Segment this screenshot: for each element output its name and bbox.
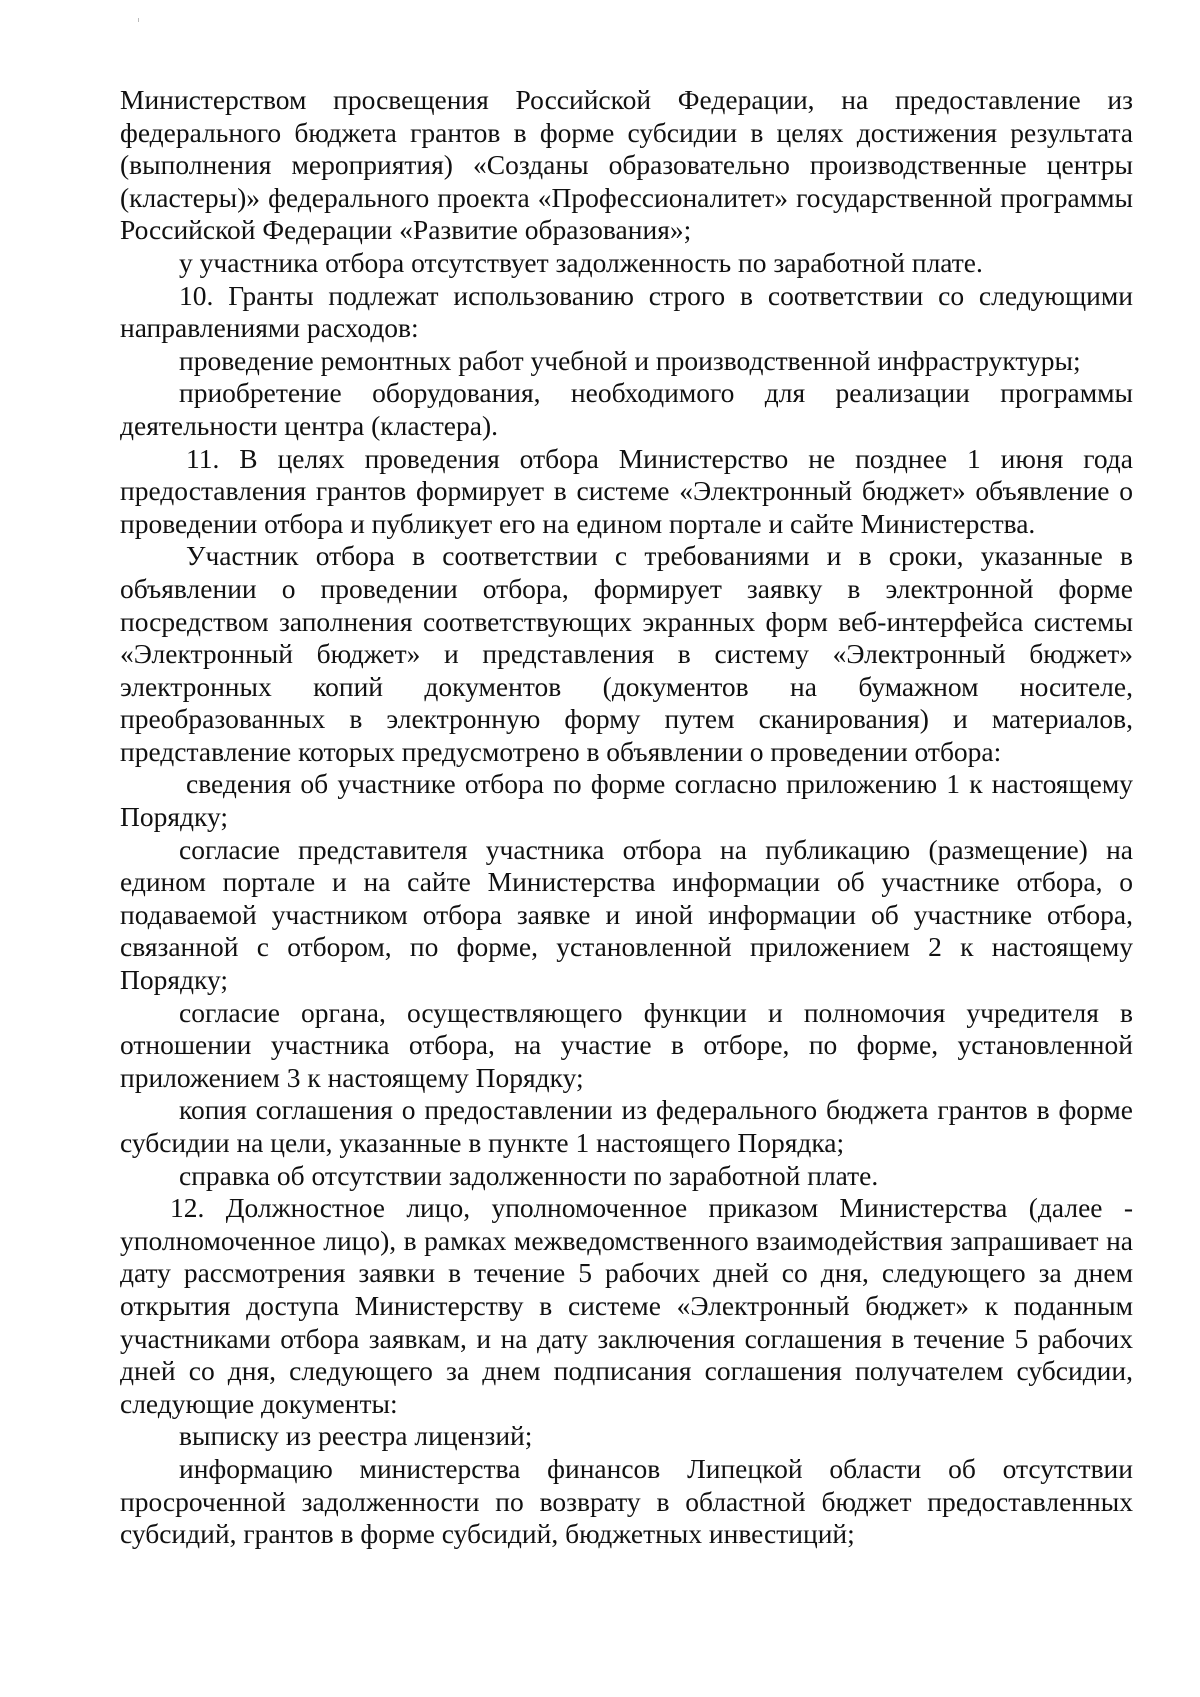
paragraph-wage-certificate: справка об отсутствии задолженности по заработной плате. [179, 1159, 879, 1191]
paragraph-equipment: приобретение оборудования, необходимого для реализации программы деятельности центра (кластера). [120, 377, 1133, 441]
paragraph-consent-publication: согласие представителя участника отбора на публикацию (размещение) на едином портале и на сайте Министерства информации об участнике отбора, о подаваемой участником отбора заявке и иной информации об участнике отбора, связанной с отбором, по форме, установленной приложением 2 к настоящему Порядку; [120, 833, 1133, 996]
scan-mark [138, 18, 139, 22]
paragraph-clause-10: 10. Гранты подлежат использованию строго в соответствии со следующими направлениями расходов: [120, 279, 1133, 344]
paragraph-participant-info: сведения об участнике отбора по форме согласно приложению 1 к настоящему Порядку; [120, 768, 1133, 833]
paragraph-repair-works: проведение ремонтных работ учебной и производственной инфраструктуры; [179, 344, 1081, 376]
paragraph-agreement-copy: копия соглашения о предоставлении из федерального бюджета грантов в форме субсидии на цели, указанные в пункте 1 настоящего Порядка; [120, 1094, 1133, 1158]
paragraph-license-registry: выписку из реестра лицензий; [179, 1420, 533, 1452]
paragraph-continuation: Министерством просвещения Российской Федерации, на предоставление из федерального бюджета грантов в форме субсидии в целях достижения результата (выполнения мероприятия) «Созданы образовательно производственные центры (кластеры)» федерального проекта «Профессионалитет» государственной программы Российской Федерации «Развитие образования»; [120, 84, 1133, 246]
paragraph-clause-11: 11. В целях проведения отбора Министерство не позднее 1 июня года предоставления грантов формирует в системе «Электронный бюджет» объявление о проведении отбора и публикует его на едином портале и сайте Министерства. [120, 442, 1133, 539]
document-body [120, 84, 1133, 1551]
paragraph-application: Участник отбора в соответствии с требованиями и в сроки, указанные в объявлении о проведении отбора, формирует заявку в электронной форме посредством заполнения соответствующих экранных форм веб-интерфейса системы «Электронный бюджет» и представления в систему «Электронный бюджет» электронных копий документов (документов на бумажном носителе, преобразованных в электронную форму путем сканирования) и материалов, представление которых предусмотрено в объявлении о проведении отбора: [120, 540, 1133, 767]
paragraph-clause-12: 12. Должностное лицо, уполномоченное приказом Министерства (далее - уполномоченное лицо), в рамках межведомственного взаимодействия запрашивает на дату рассмотрения заявки в течение 5 рабочих дней со дня, следующего за днем открытия доступа Министерству в системе «Электронный бюджет» к поданным участниками отбора заявкам, и на дату заключения соглашения в течение 5 рабочих дней со дня, следующего за днем подписания соглашения получателем субсидии, следующие документы: [120, 1192, 1133, 1419]
paragraph-consent-founder: согласие органа, осуществляющего функции и полномочия учредителя в отношении участника отбора, на участие в отборе, по форме, установленной приложением 3 к настоящему Порядку; [120, 996, 1133, 1093]
paragraph-finance-ministry-info: информацию министерства финансов Липецкой области об отсутствии просроченной задолженности по возврату в областной бюджет предоставленных субсидий, грантов в форме субсидий, бюджетных инвестиций; [120, 1452, 1133, 1550]
paragraph-no-wage-debt: у участника отбора отсутствует задолженность по заработной плате. [179, 246, 983, 278]
